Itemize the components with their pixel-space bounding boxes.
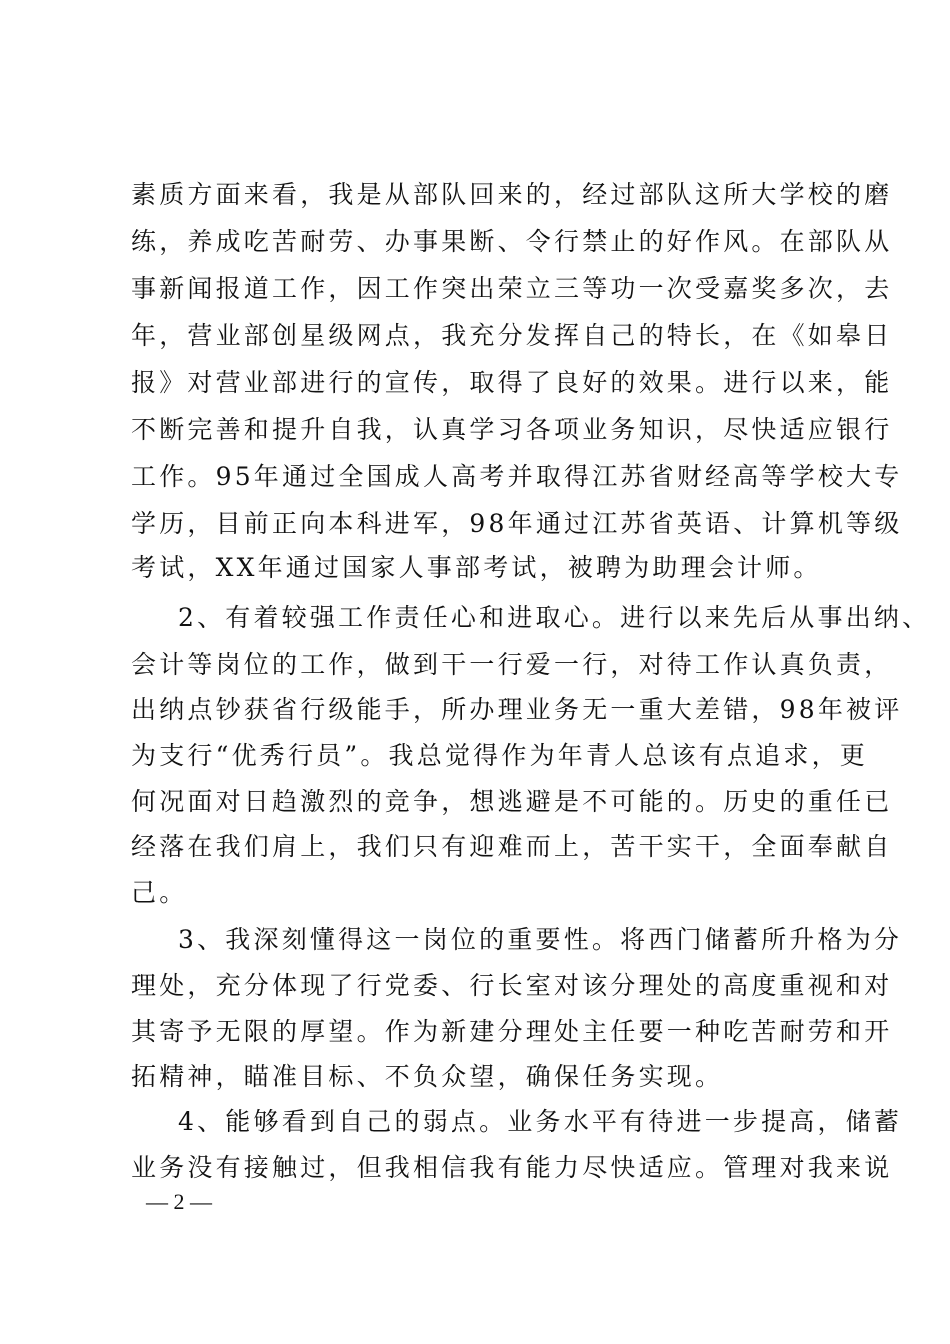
text-line: 考试，XX年通过国家人事部考试，被聘为助理会计师。 (131, 553, 822, 582)
text-line: 年，营业部创星级网点，我充分发挥自己的特长，在《如皋日 (131, 321, 893, 350)
text-line: 理处，充分体现了行党委、行长室对该分理处的高度重视和对 (131, 971, 893, 1000)
text-line: 学历，目前正向本科进军，98年通过江苏省英语、计算机等级 (131, 509, 903, 538)
paragraph-first-line: 4、能够看到自己的弱点。业务水平有待进一步提高，储蓄 (178, 1107, 903, 1136)
text-line: 拓精神，瞄准目标、不负众望，确保任务实现。 (131, 1062, 724, 1091)
text-line: 素质方面来看，我是从部队回来的，经过部队这所大学校的磨 (131, 180, 893, 209)
page-number: — 2 — (146, 1189, 212, 1214)
text-line: 不断完善和提升自我，认真学习各项业务知识，尽快适应银行 (131, 415, 893, 444)
text-line: 经落在我们肩上，我们只有迎难而上，苦干实干，全面奉献自 (131, 832, 893, 861)
text-line: 何况面对日趋激烈的竞争，想逃避是不可能的。历史的重任已 (131, 787, 893, 816)
text-line: 出纳点钞获省行级能手，所办理业务无一重大差错，98年被评 (131, 695, 903, 724)
text-line: 事新闻报道工作，因工作突出荣立三等功一次受嘉奖多次，去 (131, 274, 893, 303)
text-line: 为支行“优秀行员”。我总觉得作为年青人总该有点追求，更 (131, 741, 868, 770)
text-line: 会计等岗位的工作，做到干一行爱一行，对待工作认真负责， (131, 650, 893, 679)
paragraph-first-line: 2、有着较强工作责任心和进取心。进行以来先后从事出纳、 (178, 603, 931, 632)
text-line: 业务没有接触过，但我相信我有能力尽快适应。管理对我来说 (131, 1153, 893, 1182)
text-line: 工作。95年通过全国成人高考并取得江苏省财经高等学校大专 (131, 462, 903, 491)
text-line: 其寄予无限的厚望。作为新建分理处主任要一种吃苦耐劳和开 (131, 1017, 893, 1046)
paragraph-first-line: 3、我深刻懂得这一岗位的重要性。将西门储蓄所升格为分 (178, 925, 903, 954)
text-line: 己。 (131, 878, 188, 907)
text-line: 练，养成吃苦耐劳、办事果断、令行禁止的好作风。在部队从 (131, 227, 893, 256)
text-line: 报》对营业部进行的宣传，取得了良好的效果。进行以来，能 (131, 368, 893, 397)
